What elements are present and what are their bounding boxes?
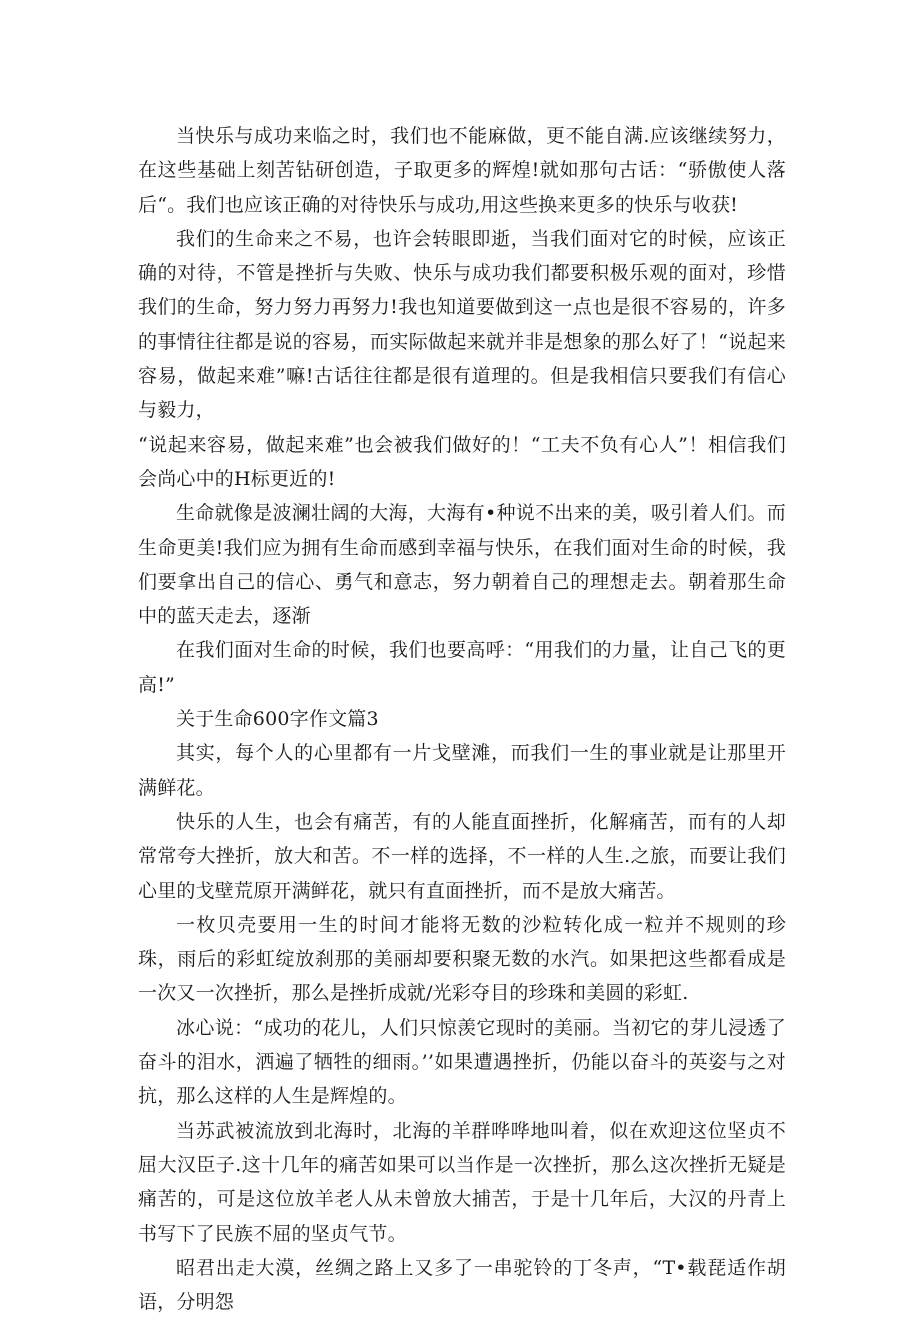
paragraph-4: 生命就像是波澜壮阔的大海，大海有•种说不出来的美，吸引着人们。而生命更美!我们应为拥有生命而感到幸福与快乐，在我们面对生命的时候，我们要拿出自己的信心、勇气和意志，努力朝着自己的理想走去。朝着那生命中的蓝天走去，逐渐 <box>138 502 786 628</box>
paragraph-5: 在我们面对生命的时候，我们也要高呼：“用我们的力量，让自己飞的更高!” <box>138 639 786 696</box>
paragraph-2: 我们的生命来之不易，也许会转眼即逝，当我们面对它的时候，应该正确的对待，不管是挫折与失败、快乐与成功我们都要积极乐观的面对，珍惜我们的生命，努力努力再努力!我也知道要做到这一点也是很不容易的，许多的事情往往都是说的容易，而实际做起来就并非是想象的那么好了！“说起来容易，做起来难”嘛!古话往往都是很有道理的。但是我相信只要我们有信心与毅力， <box>138 227 786 422</box>
paragraph-11: 当苏武被流放到北海时，北海的羊群哗哗地叫着，似在欢迎这位坚贞不屈大汉臣子.这十几年的痛苦如果可以当作是一次挫折，那么这次挫折无疑是痛苦的，可是这位放羊老人从未曾放大捕苦，于是十几年后，大汉的丹青上书写下了民族不屈的坚贞气节。 <box>138 1119 786 1245</box>
paragraph-8: 快乐的人生，也会有痛苦，有的人能直面挫折，化解痛苦，而有的人却常常夸大挫折，放大和苦。不一样的选择，不一样的人生.之旅，而要让我们心里的戈壁荒原开满鲜花，就只有直面挫折，而不是放大痛苦。 <box>138 810 786 902</box>
paragraph-9: 一枚贝壳要用一生的时间才能将无数的沙粒转化成一粒并不规则的珍珠，雨后的彩虹绽放刹那的美丽却要积聚无数的水汽。如果把这些都看成是一次又一次挫折，那么是挫折成就/光彩夺目的珍珠和美圆的彩虹. <box>138 913 786 1005</box>
paragraph-10: 冰心说：“成功的花儿，人们只惊羡它现时的美丽。当初它的芽儿浸透了奋斗的泪水，洒遍了牺牲的细雨。’’如果遭遇挫折，仍能以奋斗的英姿与之对抗，那么这样的人生是辉煌的。 <box>138 1016 786 1108</box>
paragraph-7: 其实，每个人的心里都有一片戈壁滩，而我们一生的事业就是让那里开满鲜花。 <box>138 742 786 799</box>
paragraph-1: 当快乐与成功来临之时，我们也不能麻做，更不能自满.应该继续努力，在这些基础上刻苦钻研创造，子取更多的辉煌!就如那句古话：“骄傲使人落后“。我们也应该正确的对待快乐与成功,用这些换来更多的快乐与收获! <box>138 125 786 216</box>
paragraph-3: “说起来容易，做起来难”也会被我们做好的！“工夫不负有心人”！相信我们会尚心中的H标更近的! <box>138 433 786 490</box>
document-body <box>138 119 786 1319</box>
paragraph-12: 昭君出走大漠，丝绸之路上又多了一串驼铃的丁冬声，“T•载琵适作胡语，分明怨 <box>138 1256 786 1314</box>
section-heading: 关于生命600字作文篇3 <box>176 708 379 731</box>
